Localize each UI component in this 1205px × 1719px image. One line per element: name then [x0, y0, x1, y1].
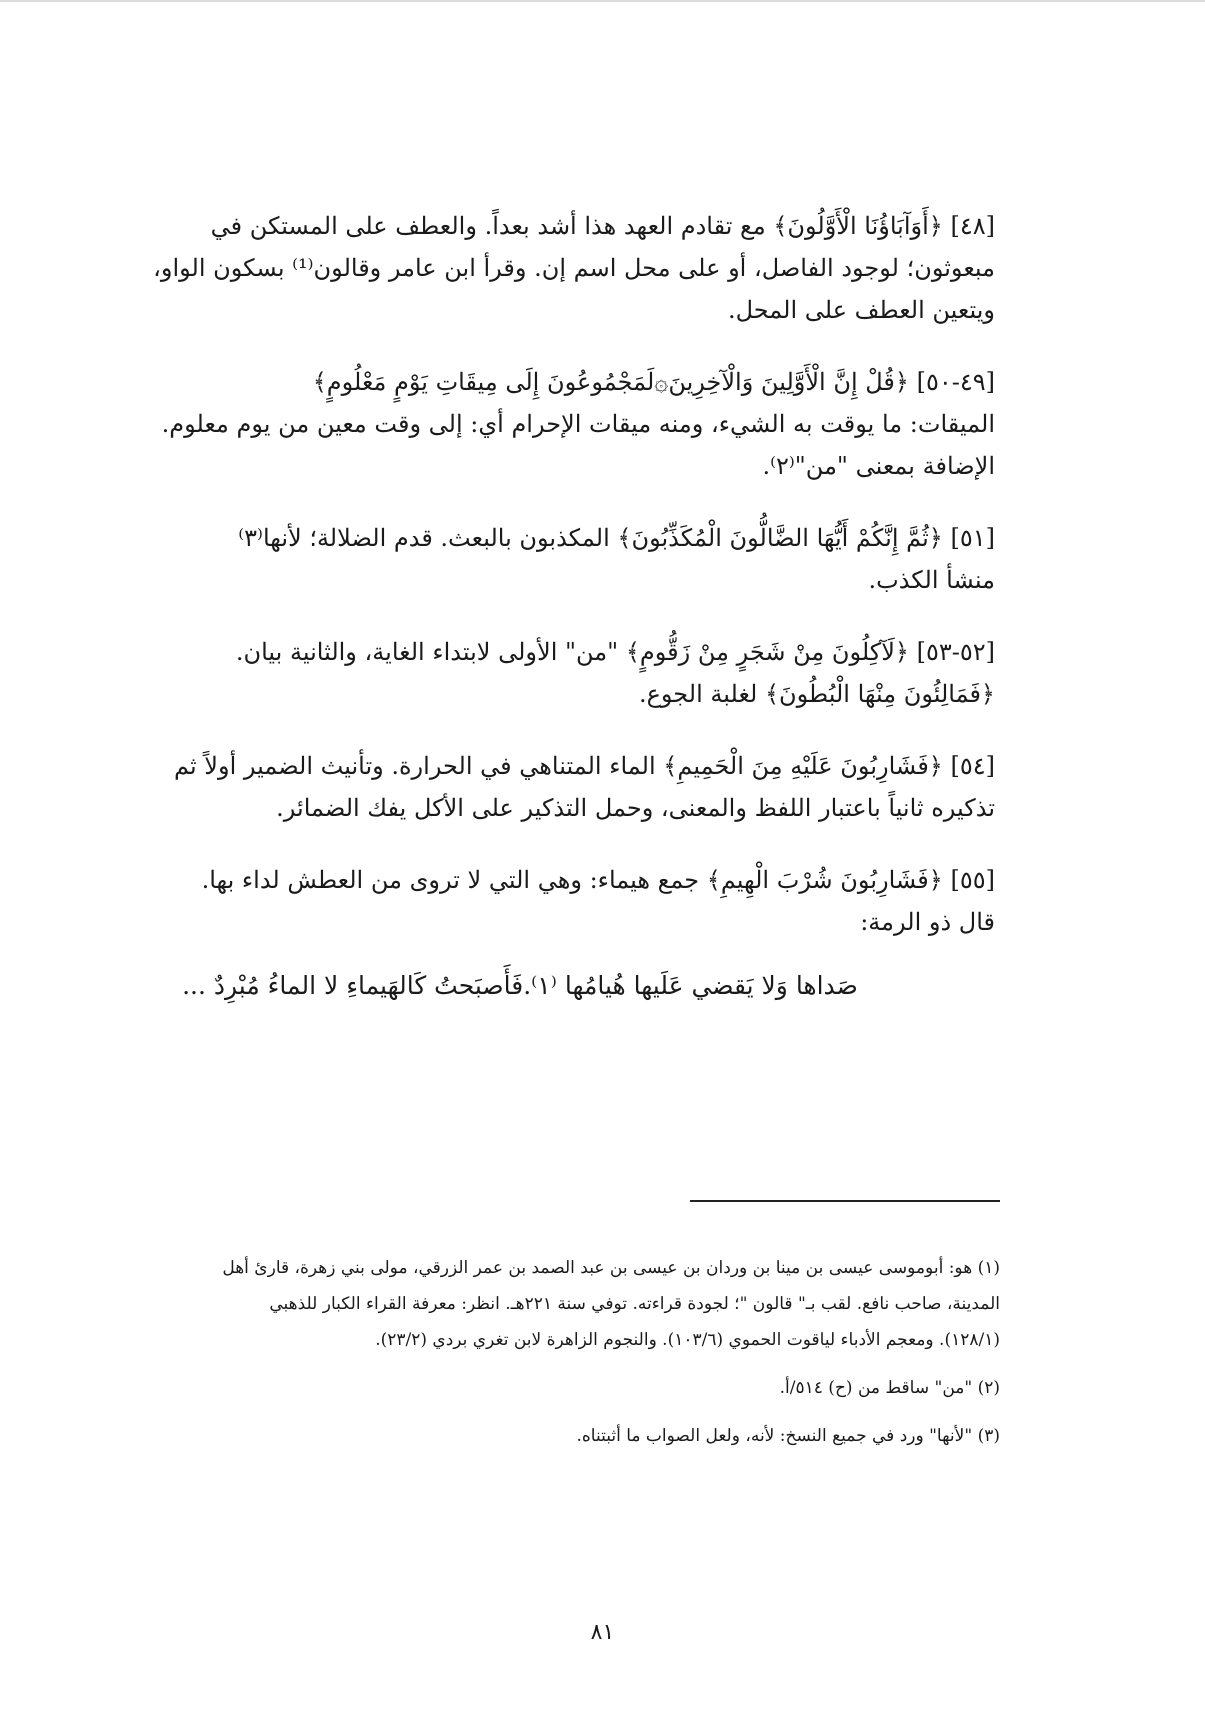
main-text	[105, 205, 995, 1007]
page-top-edge	[0, 0, 1205, 2]
footnote-line: (١) هو: أبوموسى عيسى بن مينا بن وردان بن عيسى بن عبد الصمد بن عمر الزرقي، مولى بني زهرة، قارئ أهل	[222, 1258, 1000, 1278]
footnote-2	[105, 1370, 1000, 1406]
text-line: الإضافة بمعنى "من"⁽٢⁾.	[762, 452, 995, 480]
text-line: الميقات: ما يوقت به الشيء، ومنه ميقات الإحرام أي: إلى وقت معين من يوم معلوم.	[161, 410, 995, 438]
text-line: قال ذو الرمة:	[860, 908, 995, 936]
footnote-3	[105, 1418, 1000, 1454]
paragraph-51	[105, 517, 995, 601]
text-line: ويتعين العطف على المحل.	[728, 296, 995, 324]
text-line: منشأ الكذب.	[868, 566, 995, 594]
text-line: [٤٩-٥٠] ﴿قُلْ إِنَّ الْأَوَّلِينَ وَالْآخِرِينَ۞لَمَجْمُوعُونَ إِلَى مِيقَاتِ يَوْمٍ مَعْلُومٍ﴾	[312, 368, 995, 396]
paragraph-52-53	[105, 631, 995, 715]
text-line: [٥١] ﴿ثُمَّ إِنَّكُمْ أَيُّهَا الضَّالُّونَ الْمُكَذِّبُونَ﴾ المكذبون بالبعث. قدم الضلالة؛ لأنها⁽٣⁾	[238, 524, 995, 552]
footnote-1	[105, 1250, 1000, 1358]
footnote-line: (٣) "لأنها" ورد في جميع النسخ: لأنه، ولعل الصواب ما أثبتناه.	[576, 1426, 1000, 1446]
footnote-line: (١٢٨/١). ومعجم الأدباء لياقوت الحموي (١٠٣/٦). والنجوم الزاهرة لابن تغري بردي (٢٣/٢).	[375, 1330, 1000, 1350]
text-line: ﴿فَمَالِئُونَ مِنْهَا الْبُطُونَ﴾ لغلبة الجوع.	[638, 680, 995, 708]
text-line: [٥٤] ﴿فَشَارِبُونَ عَلَيْهِ مِنَ الْحَمِيمِ﴾ الماء المتناهي في الحرارة. وتأنيث الضمير أولاً ثم	[174, 752, 995, 780]
footnotes	[105, 1250, 1000, 1466]
paragraph-54	[105, 745, 995, 829]
paragraph-49-50	[105, 361, 995, 487]
text-line: تذكيره ثانياً باعتبار اللفظ والمعنى، وحمل التذكير على الأكل يفك الضمائر.	[276, 794, 995, 822]
footnote-line: (٢) "من" ساقط من (ح) ٥١٤/أ.	[779, 1378, 1000, 1398]
poetry-verse: صَداها وَلا يَقضي عَلَيها هُيامُها ⁽١⁾.فَأَصبَحتُ كَالهَيماءِ لا الماءُ مُبْرِدٌ ...	[182, 971, 858, 1000]
footnote-line: المدينة، صاحب نافع. لقب بـ" قالون "؛ لجودة قراءته. توفي سنة ٢٢١هـ. انظر: معرفة القراء الكبار للذهبي	[269, 1294, 1000, 1314]
text-line: مبعوثون؛ لوجود الفاصل، أو على محل اسم إن. وقرأ ابن عامر وقالون⁽¹⁾ بسكون الواو،	[153, 254, 995, 282]
text-line: [٤٨] ﴿أَوَآبَاؤُنَا الْأَوَّلُونَ﴾ مع تقادم العهد هذا أشد بعداً. والعطف على المستكن في	[210, 212, 995, 240]
paragraph-55	[105, 859, 995, 943]
footnote-separator	[690, 1200, 1000, 1202]
page-number: ٨١	[590, 1620, 615, 1645]
text-line: [٥٥] ﴿فَشَارِبُونَ شُرْبَ الْهِيمِ﴾ جمع هيماء: وهي التي لا تروى من العطش لداء بها.	[201, 866, 995, 894]
text-line: [٥٢-٥٣] ﴿لَآكِلُونَ مِنْ شَجَرٍ مِنْ زَقُّومٍ﴾ "من" الأولى لابتداء الغاية، والثانية بيان.	[235, 638, 995, 666]
paragraph-48	[105, 205, 995, 331]
